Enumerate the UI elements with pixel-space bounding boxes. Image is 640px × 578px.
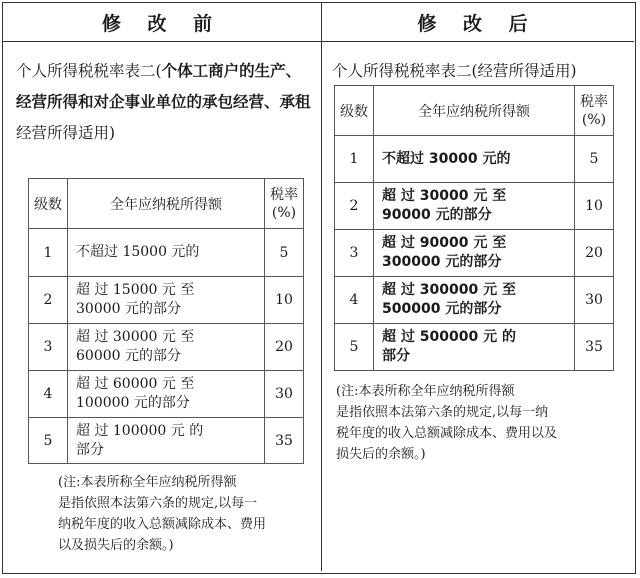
row-rate: 5 [265,229,304,277]
table-row [29,324,304,371]
col-level-header: 级数 [29,179,68,229]
table-row [29,277,304,324]
row-rate: 20 [575,230,614,277]
row-range: 超 过 60000 元 至 100000 元的部分 [68,371,265,418]
note-line: 损失后的余额。) [336,447,426,462]
row-rate: 35 [575,324,614,371]
col-income-header: 全年应纳税所得额 [374,86,575,136]
after-title: 个人所得税税率表二(经营所得适用) [332,62,577,80]
row-rate: 5 [575,136,614,183]
row-rate: 35 [265,418,304,464]
row-range: 超 过 90000 元 至 300000 元的部分 [374,230,575,277]
row-level: 1 [29,229,68,277]
row-level: 4 [29,371,68,418]
table-header-row [335,86,614,136]
note-line: 税年度的收入总额减除成本、费用以及 [336,426,558,441]
row-level: 5 [335,324,374,371]
row-rate: 20 [265,324,304,371]
table-header-row [29,179,304,229]
note-line: 是指依照本法第六条的规定,以每一 [58,496,258,511]
before-title [16,56,312,149]
table-row [335,183,614,230]
row-level: 2 [29,277,68,324]
row-range: 超 过 30000 元 至 60000 元的部分 [68,324,265,371]
row-range: 不超过 15000 元的 [68,229,265,277]
before-title-normal: 个人所得税税率表二( [16,62,162,80]
row-level: 4 [335,277,374,324]
after-header: 修 改 后 [321,3,634,42]
col-rate-header: 税率 (%) [575,86,614,136]
col-rate-header: 税率 (%) [265,179,304,229]
before-title-tail: 经营所得适用) [16,124,116,142]
table-row [335,324,614,371]
row-range: 不超过 30000 元的 [374,136,575,183]
col-level-header: 级数 [335,86,374,136]
row-range: 超 过 15000 元 至 30000 元的部分 [68,277,265,324]
table-row [29,229,304,277]
note-line: 是指依照本法第六条的规定,以每一纳 [336,405,549,420]
row-range: 超 过 300000 元 至 500000 元的部分 [374,277,575,324]
row-range: 超 过 500000 元 的 部分 [374,324,575,371]
row-range: 超 过 100000 元 的 部分 [68,418,265,464]
col-income-header: 全年应纳税所得额 [68,179,265,229]
row-level: 3 [29,324,68,371]
before-tax-table [28,178,304,464]
before-header: 修 改 前 [3,3,321,42]
row-rate: 30 [575,277,614,324]
row-range: 超 过 30000 元 至 90000 元的部分 [374,183,575,230]
before-title-bold: 个体工商户的生产、经营所得和对企事业单位的承包经营、承租 [16,62,311,111]
row-level: 3 [335,230,374,277]
row-level: 5 [29,418,68,464]
note-line: (注:本表所称全年应纳税所得额 [336,384,515,399]
note-line: (注:本表所称全年应纳税所得额 [58,475,237,490]
after-note [336,381,618,465]
table-row [29,371,304,418]
column-divider [321,3,322,571]
table-row [335,230,614,277]
row-rate: 10 [265,277,304,324]
table-row [29,418,304,464]
row-rate: 10 [575,183,614,230]
note-line: 以及损失后的余额。) [58,538,174,553]
row-rate: 30 [265,371,304,418]
table-row [335,136,614,183]
table-row [335,277,614,324]
after-tax-table [334,85,614,371]
note-line: 纳税年度的收入总额减除成本、费用 [58,517,267,532]
before-note [58,472,308,556]
row-level: 1 [335,136,374,183]
row-level: 2 [335,183,374,230]
